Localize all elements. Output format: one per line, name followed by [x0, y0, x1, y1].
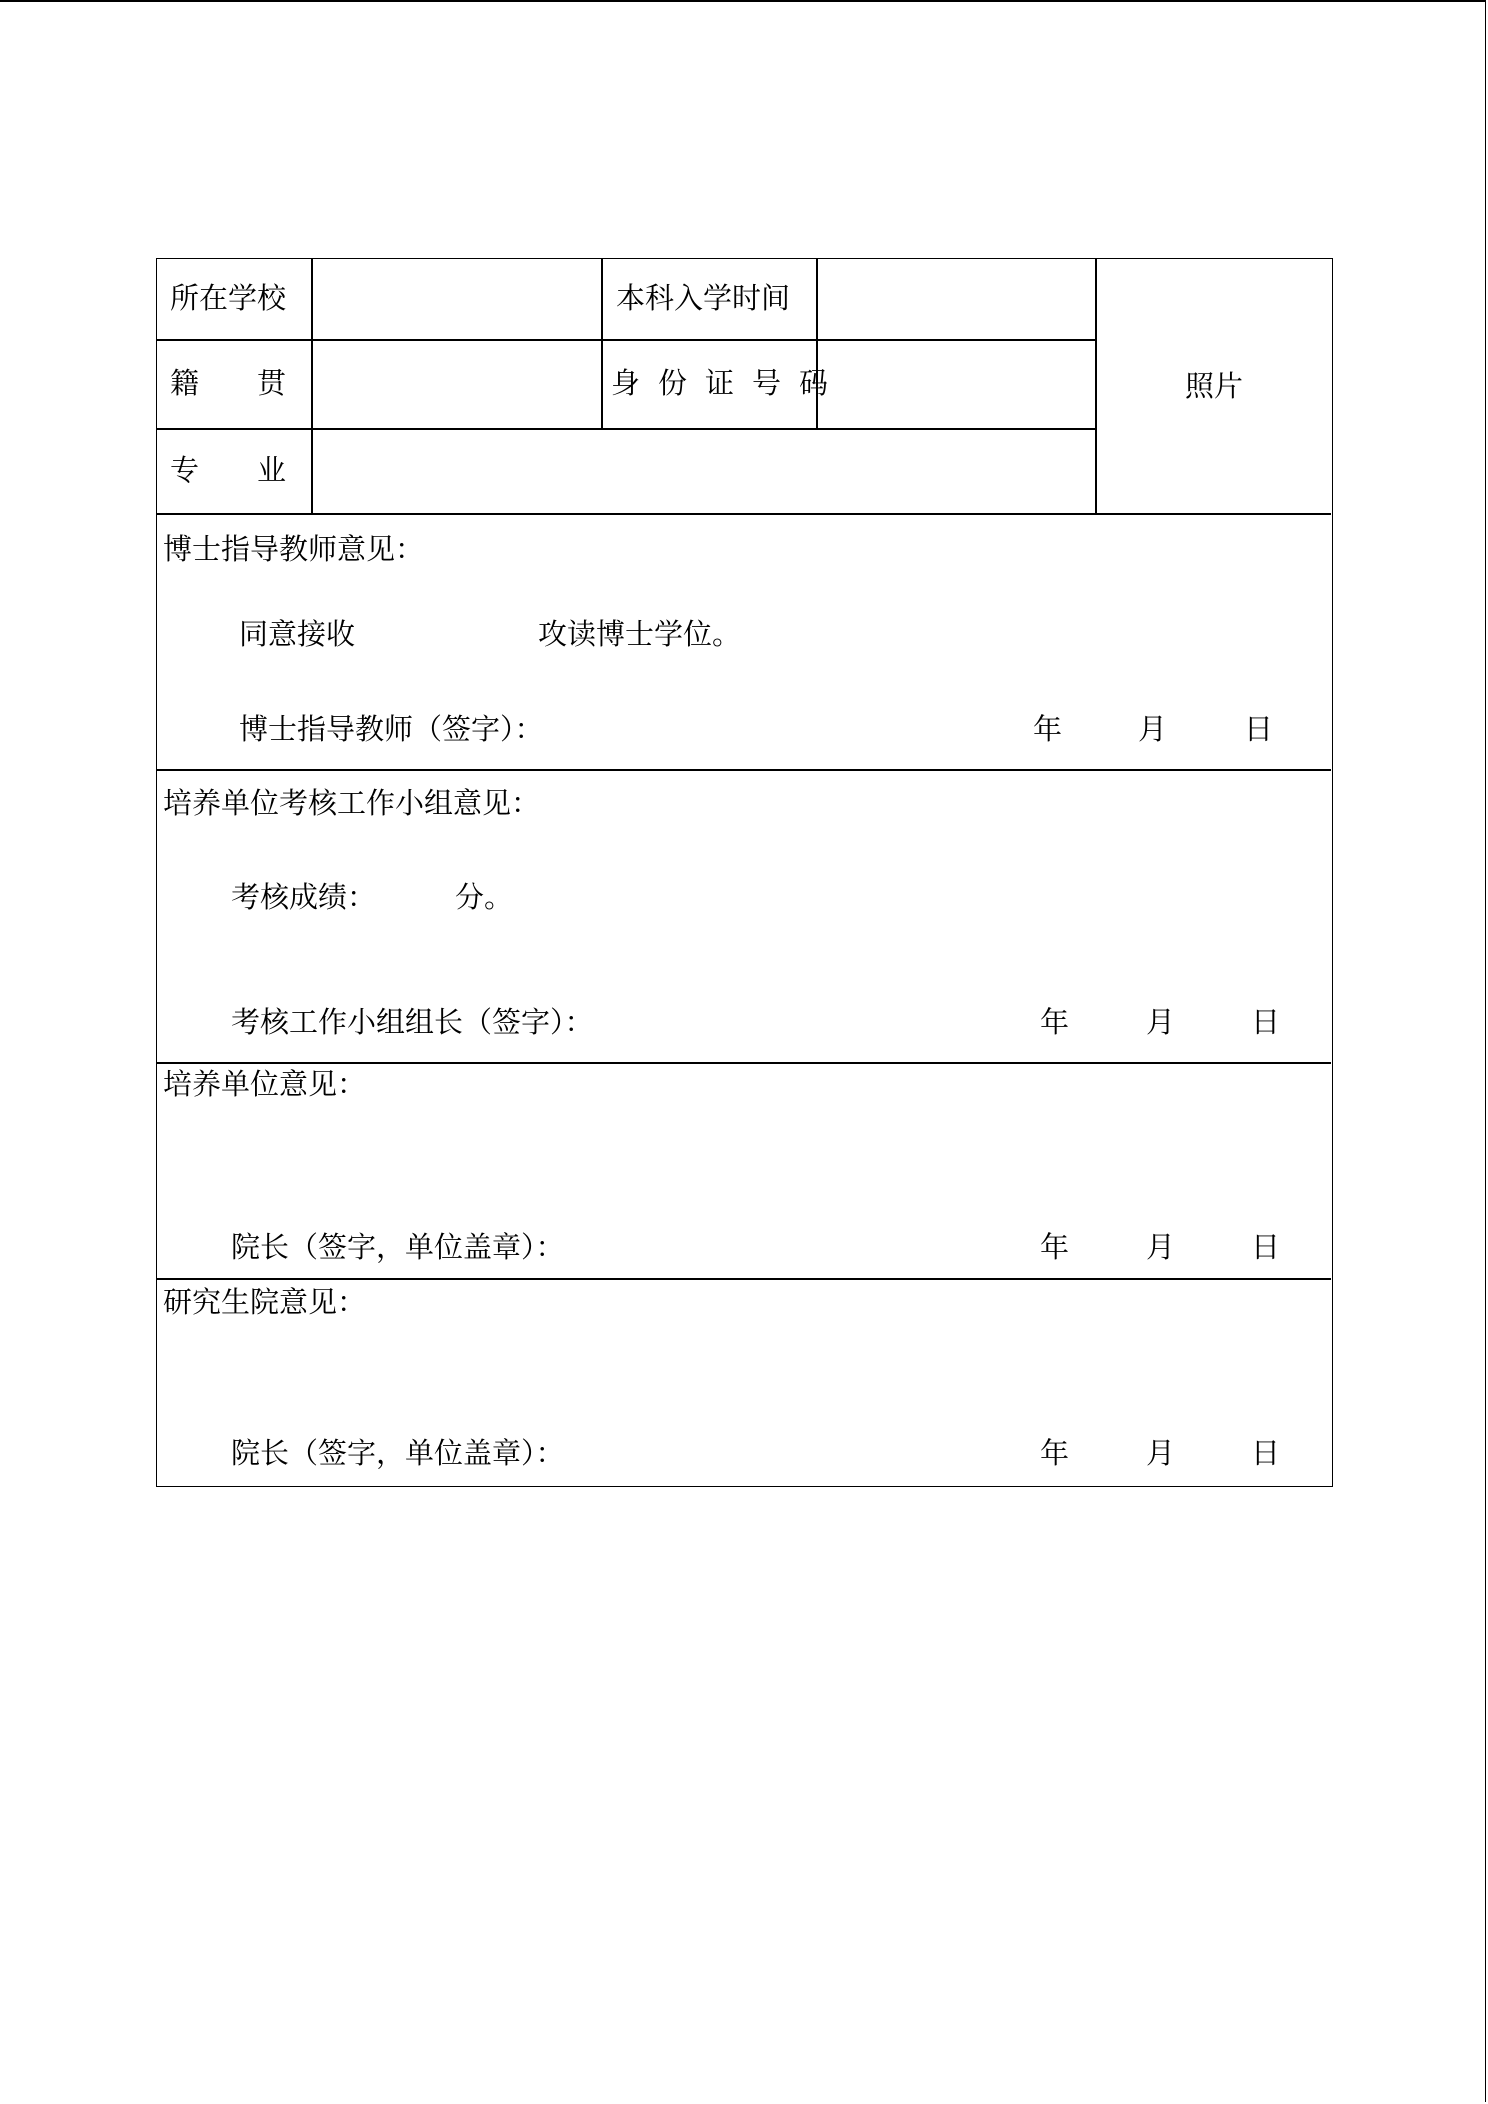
score-field[interactable]: [375, 883, 445, 915]
assessment-month: 月: [1146, 1005, 1176, 1039]
assessment-day: 日: [1251, 1005, 1281, 1039]
unit-day: 日: [1251, 1230, 1281, 1264]
school-label: 所在学校: [170, 281, 287, 315]
agree-suffix: 攻读博士学位。: [538, 617, 742, 651]
section-divider-graduate: [157, 1278, 1331, 1280]
enroll-time-field[interactable]: [830, 284, 1080, 316]
unit-heading: 培养单位意见：: [163, 1067, 367, 1101]
supervisor-day: 日: [1244, 712, 1274, 746]
supervisor-heading: 博士指导教师意见：: [163, 532, 425, 566]
assessment-heading: 培养单位考核工作小组意见：: [163, 786, 541, 820]
agree-prefix: 同意接收: [239, 617, 356, 651]
unit-month: 月: [1146, 1230, 1176, 1264]
supervisor-year: 年: [1033, 712, 1063, 746]
major-label: 专业: [170, 453, 345, 487]
native-place-field[interactable]: [325, 369, 587, 401]
application-form-table: [156, 258, 1333, 1487]
graduate-school-day: 日: [1251, 1436, 1281, 1470]
photo-placeholder: 照片: [1185, 369, 1244, 403]
graduate-school-month: 月: [1146, 1436, 1176, 1470]
graduate-school-year: 年: [1040, 1436, 1070, 1470]
unit-year: 年: [1040, 1230, 1070, 1264]
school-field[interactable]: [325, 284, 587, 316]
score-unit: 分。: [455, 880, 514, 914]
section-divider-unit: [157, 1062, 1331, 1064]
major-field[interactable]: [325, 456, 1081, 488]
enroll-time-label: 本科入学时间: [616, 281, 791, 315]
native-place-label: 籍贯: [170, 366, 345, 400]
score-label: 考核成绩：: [231, 880, 377, 914]
supervisor-month: 月: [1138, 712, 1168, 746]
row-divider-2: [157, 428, 1095, 430]
agree-name-field[interactable]: [369, 620, 529, 652]
assessment-signature-label: 考核工作小组组长（签字）：: [231, 1005, 594, 1039]
id-number-field[interactable]: [830, 369, 1080, 401]
assessment-year: 年: [1040, 1005, 1070, 1039]
supervisor-signature-label: 博士指导教师（签字）：: [239, 712, 544, 746]
section-divider-supervisor: [157, 513, 1331, 515]
graduate-school-heading: 研究生院意见：: [163, 1285, 367, 1319]
col-divider-mid: [601, 259, 603, 428]
id-number-label: 身份证号码: [611, 366, 847, 400]
section-divider-assessment: [157, 769, 1331, 771]
col-divider-value2: [816, 259, 818, 428]
row-divider-1: [157, 339, 1095, 341]
col-divider-photo: [1095, 259, 1097, 513]
graduate-school-signature-label: 院长（签字，单位盖章）：: [231, 1436, 565, 1470]
unit-signature-label: 院长（签字，单位盖章）：: [231, 1230, 565, 1264]
